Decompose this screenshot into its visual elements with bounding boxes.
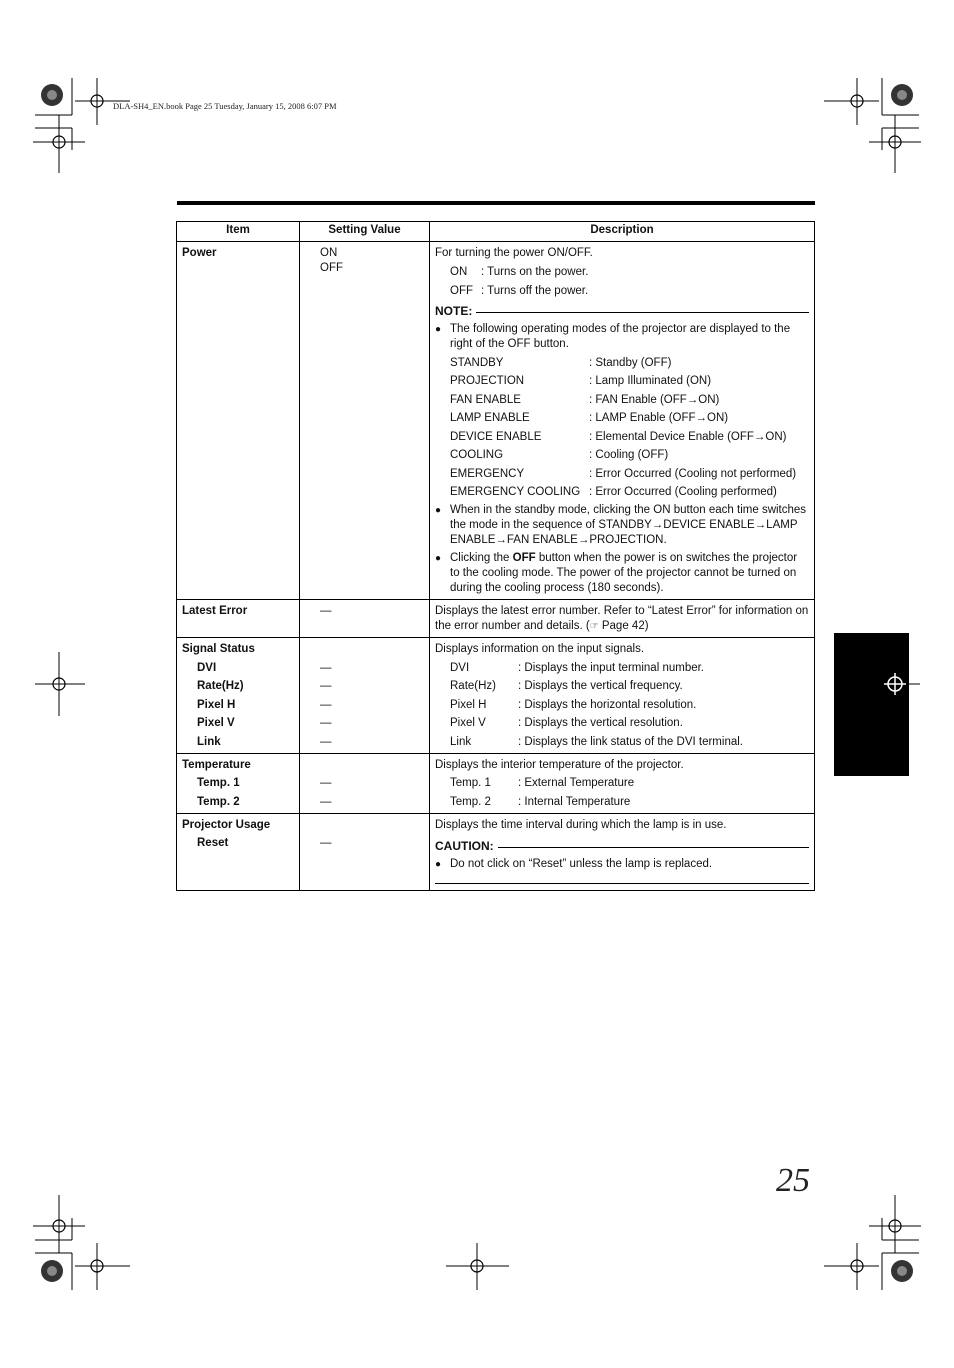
subitem: Temp. 1: [197, 777, 240, 789]
list-item: DVI : Displays the input terminal number.: [450, 661, 705, 674]
bullet-icon: ●: [435, 858, 442, 870]
value-dash: —: [320, 605, 332, 617]
col-header-item: Item: [177, 222, 300, 242]
note-label: NOTE:: [435, 304, 473, 318]
subitem: DVI: [197, 661, 217, 674]
item-temperature: Temperature: [182, 758, 251, 771]
desc-temperature: Displays the interior temperature of the projector. Temp. 1 : External Temperature Temp. 2 : Internal Temperature: [430, 753, 815, 813]
value-dash: —: [320, 680, 332, 692]
list-item: Temp. 1 : External Temperature: [450, 777, 635, 789]
settings-table: [176, 221, 815, 891]
caution-end-rule: [435, 883, 809, 884]
list-item: DEVICE ENABLE : Elemental Device Enable (OFF→ON): [450, 430, 787, 443]
table-row-temperature: [177, 753, 815, 813]
header-file-info: DLA-SH4_EN.book Page 25 Tuesday, January 15, 2008 6:07 PM: [113, 101, 337, 111]
bullet-icon: ●: [435, 505, 442, 516]
list-item: Pixel V : Displays the vertical resolution.: [450, 717, 683, 729]
off-key: OFF: [450, 285, 473, 297]
off-desc: : Turns off the power.: [481, 285, 589, 297]
side-tab: [834, 633, 909, 776]
registration-icon: [834, 633, 909, 776]
subitem: Pixel H: [197, 698, 236, 711]
table-row-signal-status: [177, 638, 815, 754]
list-item: Temp. 2 : Internal Temperature: [450, 795, 631, 808]
value-off: OFF: [320, 262, 343, 274]
table-header-row: [177, 222, 815, 242]
subitem: Temp. 2: [197, 795, 240, 808]
subitem: Rate(Hz): [197, 680, 244, 692]
table-row-power: [177, 242, 815, 600]
list-item: LAMP ENABLE : LAMP Enable (OFF→ON): [450, 412, 729, 424]
value-dash: —: [320, 698, 332, 711]
page-number: 25: [776, 1162, 810, 1199]
value-dash: —: [320, 837, 332, 849]
reference-icon: ☞: [589, 621, 599, 632]
value-dash: —: [320, 717, 332, 729]
list-item: Rate(Hz) : Displays the vertical frequency.: [450, 680, 683, 692]
bullet-icon: ●: [435, 324, 442, 335]
list-item: FAN ENABLE : FAN Enable (OFF→ON): [450, 393, 720, 406]
value-dash: —: [320, 735, 332, 748]
value-dash: —: [320, 795, 332, 808]
top-rule: [177, 201, 815, 205]
subitem-reset: Reset: [197, 837, 229, 849]
subitem: Pixel V: [197, 717, 235, 729]
note-bullet-3: ● Clicking the OFF button when the power is on switches the projector to the cooling mode. The power of the projector cannot be turned on during the cooling process (180 seconds).: [435, 552, 798, 594]
note-heading: [435, 304, 809, 319]
item-projector-usage: Projector Usage: [182, 818, 271, 831]
table-row-projector-usage: [177, 813, 815, 890]
list-item: PROJECTION : Lamp Illuminated (ON): [450, 375, 712, 387]
on-key: ON: [450, 266, 468, 278]
desc-power-text: For turning the power ON/OFF.: [435, 247, 593, 259]
item-signal-status: Signal Status: [182, 643, 255, 655]
value-on: ON: [320, 247, 338, 259]
note-bullet-2: ● When in the standby mode, clicking the ON button each time switches the mode in the sequence of STANDBY→DEVICE ENABLE→LAMP ENABLE→FAN ENABLE→PROJECTION.: [435, 504, 807, 546]
bullet-icon: ●: [435, 553, 442, 564]
list-item: STANDBY : Standby (OFF): [450, 356, 672, 369]
mode-list: [435, 356, 809, 501]
item-power: Power: [182, 247, 217, 259]
col-header-setting-value: Setting Value: [300, 222, 430, 242]
list-item: Pixel H : Displays the horizontal resolution.: [450, 698, 697, 711]
subitem: Link: [197, 735, 221, 748]
value-dash: —: [320, 661, 332, 674]
item-latest-error: Latest Error: [182, 605, 248, 617]
desc-latest-error: Displays the latest error number. Refer to “Latest Error” for information on the error number and details. (☞ Page 42): [430, 600, 815, 638]
caution-bullet: ● Do not click on “Reset” unless the lamp is replaced.: [435, 857, 713, 870]
list-item: COOLING : Cooling (OFF): [450, 449, 669, 461]
list-item: EMERGENCY : Error Occurred (Cooling not performed): [450, 467, 797, 480]
list-item: Link : Displays the link status of the DVI terminal.: [450, 735, 743, 748]
table-row-latest-error: [177, 600, 815, 638]
caution-heading: [435, 839, 809, 854]
desc-power: [430, 242, 815, 600]
on-desc: : Turns on the power.: [481, 266, 589, 278]
caution-label: CAUTION:: [435, 838, 494, 853]
col-header-description: Description: [430, 222, 815, 242]
desc-signal-status: Displays information on the input signals. DVI : Displays the input terminal number. Rate(Hz) : Displays the vertical frequency. Pixel H : Displays the horizontal resolution. Pixel V : Displays the vertical resolution. Link : Displays the link status of the DVI terminal.: [430, 638, 815, 754]
list-item: EMERGENCY COOLING : Error Occurred (Cooling performed): [450, 486, 777, 498]
value-dash: —: [320, 777, 332, 789]
desc-projector-usage: Displays the time interval during which the lamp is in use. CAUTION: ● Do not click on “Reset” unless the lamp is replaced.: [430, 813, 815, 890]
note-bullet-1: ● The following operating modes of the projector are displayed to the right of the OFF button.: [435, 323, 791, 350]
